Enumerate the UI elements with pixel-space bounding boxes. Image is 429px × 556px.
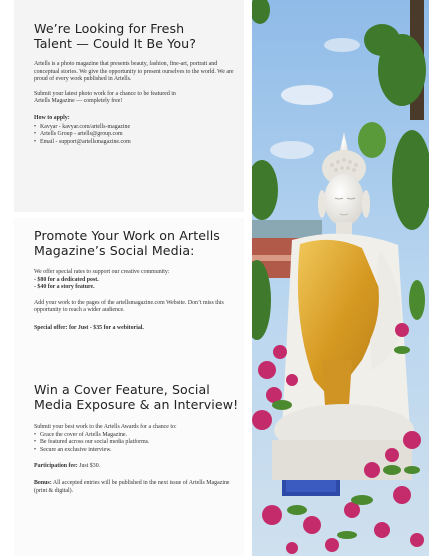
section-social-media xyxy=(34,228,239,333)
apply-item: • Kavyar - kavyar.com/artells-magazine xyxy=(34,124,239,132)
buddha-illustration xyxy=(252,0,429,556)
section-cover-feature-title xyxy=(34,382,239,412)
section-fresh-talent-title xyxy=(34,21,239,51)
buddha-photo xyxy=(252,0,429,556)
title-line: Magazine’s Social Media: xyxy=(34,243,195,258)
bonus-text xyxy=(34,480,239,495)
section-fresh-talent xyxy=(34,21,239,146)
website-text: Add your work to the pages of the artellsmagazine.com Website. Don’t miss this opportunity to reach a wider audience. xyxy=(34,299,224,314)
fee-label: Participation fee: xyxy=(34,463,78,470)
awards-item: • Secure an exclusive interview. xyxy=(34,447,239,455)
rate-dedicated-post: - $80 for a dedicated post. xyxy=(34,276,99,283)
section-cover-feature xyxy=(34,382,239,495)
intro-text: Artells is a photo magazine that presents beauty, fashion, fine-art, portrait and conceptual stories. We give the opportunity to present ourselves to the world. We are proud of every work published in Artells. xyxy=(34,61,234,83)
bonus-value: All accepted entries will be published in the next issue of Artells Magazine (print & digital). xyxy=(34,479,230,494)
awards-intro: Submit your best work to the Artells Awards for a chance to: xyxy=(34,424,177,430)
bonus-label: Bonus: xyxy=(34,479,52,486)
title-line: Win a Cover Feature, Social xyxy=(34,382,210,397)
title-line: Media Exposure & an Interview! xyxy=(34,397,239,412)
apply-item: • Artells Group - artells@group.com xyxy=(34,131,239,139)
rates-intro: We offer special rates to support our creative community: xyxy=(34,269,170,275)
special-offer: Special offer: for Just - $35 for a webitorial. xyxy=(34,324,144,331)
rate-story-feature: - $40 for a story feature. xyxy=(34,284,95,291)
awards-item: • Be featured across our social media platforms. xyxy=(34,439,239,447)
section-social-media-title xyxy=(34,228,239,258)
how-to-apply-label: How to apply: xyxy=(34,114,70,121)
apply-item: • Email - support@artellsmagazine.com xyxy=(34,139,239,147)
awards-list xyxy=(34,432,239,455)
fee-value: Just $30. xyxy=(79,463,101,470)
title-line: We’re Looking for Fresh xyxy=(34,21,185,36)
apply-list xyxy=(34,124,239,147)
participation-fee xyxy=(34,463,239,471)
title-line: Promote Your Work on Artells xyxy=(34,228,220,243)
submit-text: Submit your latest photo work for a chance to be featured in Artells Magazine — completely free! xyxy=(34,90,176,105)
awards-item: • Grace the cover of Artells Magazine. xyxy=(34,432,239,440)
title-line: Talent — Could It Be You? xyxy=(34,36,197,51)
